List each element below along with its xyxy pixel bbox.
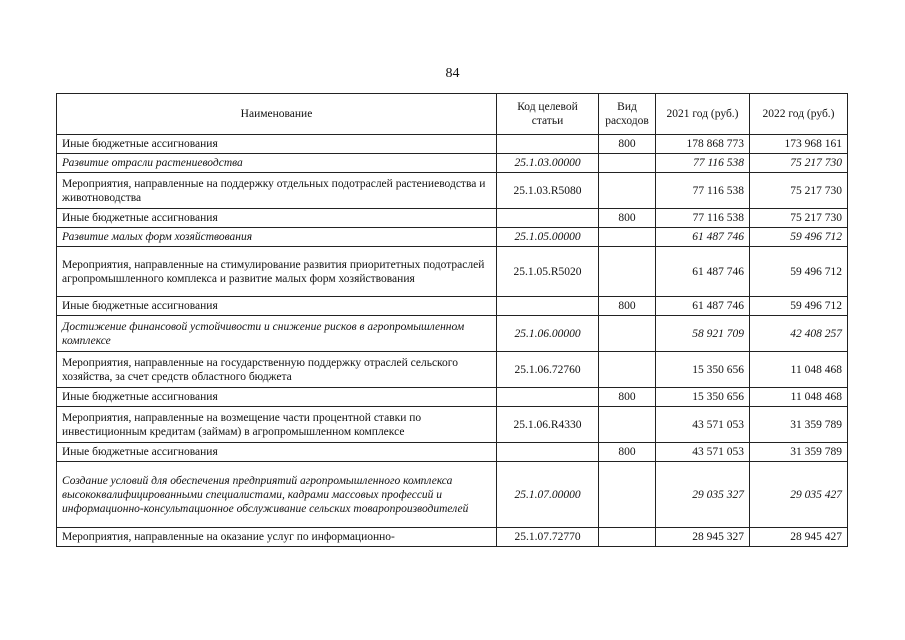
page-number: 84 xyxy=(445,66,460,81)
row-name-cell: Иные бюджетные ассигнования xyxy=(57,297,497,316)
row-code-cell: 25.1.07.72770 xyxy=(497,528,599,547)
row-name-cell: Иные бюджетные ассигнования xyxy=(57,135,497,154)
header-2022: 2022 год (руб.) xyxy=(750,94,848,135)
header-2021: 2021 год (руб.) xyxy=(656,94,750,135)
table-row xyxy=(57,528,848,547)
row-vid-cell: 800 xyxy=(599,443,656,462)
header-code: Код целевой статьи xyxy=(497,94,599,135)
row-code-cell: 25.1.06.72760 xyxy=(497,352,599,388)
row-vid-cell: 800 xyxy=(599,388,656,407)
table-row xyxy=(57,154,848,173)
row-vid-cell xyxy=(599,407,656,443)
row-2021-cell: 77 116 538 xyxy=(656,154,750,173)
row-code-cell: 25.1.07.00000 xyxy=(497,462,599,528)
row-code-cell: 25.1.05.00000 xyxy=(497,228,599,247)
row-vid-cell xyxy=(599,228,656,247)
table-row xyxy=(57,247,848,297)
row-2021-cell: 28 945 327 xyxy=(656,528,750,547)
row-2022-cell: 42 408 257 xyxy=(750,316,848,352)
header-vid: Вид расходов xyxy=(599,94,656,135)
row-2022-cell: 59 496 712 xyxy=(750,247,848,297)
row-2021-cell: 178 868 773 xyxy=(656,135,750,154)
row-name-cell: Иные бюджетные ассигнования xyxy=(57,209,497,228)
row-2022-cell: 59 496 712 xyxy=(750,228,848,247)
row-name-cell: Мероприятия, направленные на оказание услуг по информационно- xyxy=(57,528,497,547)
row-name-cell: Мероприятия, направленные на государственную поддержку отраслей сельского хозяйства, за счет средств областного бюджета xyxy=(57,352,497,388)
table-row xyxy=(57,462,848,528)
row-code-cell: 25.1.03.R5080 xyxy=(497,173,599,209)
row-2022-cell: 59 496 712 xyxy=(750,297,848,316)
row-code-cell xyxy=(497,388,599,407)
row-2021-cell: 61 487 746 xyxy=(656,297,750,316)
row-name-cell: Создание условий для обеспечения предприятий агропромышленного комплекса высококвалифицированными специалистами, кадрами массовых профессий и информационно-консультационное обслуживание сельских товаропроизводителей xyxy=(57,462,497,528)
row-2022-cell: 29 035 427 xyxy=(750,462,848,528)
row-name-cell: Иные бюджетные ассигнования xyxy=(57,443,497,462)
row-2022-cell: 75 217 730 xyxy=(750,209,848,228)
row-name-cell: Развитие малых форм хозяйствования xyxy=(57,228,497,247)
row-vid-cell: 800 xyxy=(599,209,656,228)
table-header-row xyxy=(57,94,848,135)
row-vid-cell: 800 xyxy=(599,135,656,154)
table-body xyxy=(57,135,848,547)
table-row xyxy=(57,352,848,388)
table-row xyxy=(57,443,848,462)
row-2021-cell: 15 350 656 xyxy=(656,352,750,388)
row-vid-cell: 800 xyxy=(599,297,656,316)
row-vid-cell xyxy=(599,173,656,209)
row-2021-cell: 61 487 746 xyxy=(656,247,750,297)
row-name-cell: Развитие отрасли растениеводства xyxy=(57,154,497,173)
row-code-cell xyxy=(497,297,599,316)
table-row xyxy=(57,209,848,228)
row-name-cell: Достижение финансовой устойчивости и снижение рисков в агропромышленном комплексе xyxy=(57,316,497,352)
row-code-cell: 25.1.06.00000 xyxy=(497,316,599,352)
row-code-cell xyxy=(497,135,599,154)
row-2021-cell: 61 487 746 xyxy=(656,228,750,247)
table-row xyxy=(57,173,848,209)
row-2022-cell: 75 217 730 xyxy=(750,173,848,209)
row-code-cell xyxy=(497,443,599,462)
row-2022-cell: 173 968 161 xyxy=(750,135,848,154)
row-2022-cell: 31 359 789 xyxy=(750,407,848,443)
row-2021-cell: 15 350 656 xyxy=(656,388,750,407)
row-code-cell: 25.1.05.R5020 xyxy=(497,247,599,297)
row-2021-cell: 43 571 053 xyxy=(656,407,750,443)
table-row xyxy=(57,135,848,154)
row-code-cell: 25.1.06.R4330 xyxy=(497,407,599,443)
row-name-cell: Мероприятия, направленные на поддержку отдельных подотраслей растениеводства и животноводства xyxy=(57,173,497,209)
row-vid-cell xyxy=(599,462,656,528)
table-row xyxy=(57,407,848,443)
row-2022-cell: 31 359 789 xyxy=(750,443,848,462)
row-2021-cell: 77 116 538 xyxy=(656,209,750,228)
header-name: Наименование xyxy=(57,94,497,135)
table-row xyxy=(57,388,848,407)
row-vid-cell xyxy=(599,247,656,297)
row-name-cell: Мероприятия, направленные на возмещение части процентной ставки по инвестиционным кредитам (займам) в агропромышленном комплексе xyxy=(57,407,497,443)
row-2022-cell: 28 945 427 xyxy=(750,528,848,547)
row-vid-cell xyxy=(599,528,656,547)
row-2022-cell: 75 217 730 xyxy=(750,154,848,173)
row-name-cell: Мероприятия, направленные на стимулирование развития приоритетных подотраслей агропромышленного комплекса и развитие малых форм хозяйствования xyxy=(57,247,497,297)
row-code-cell xyxy=(497,209,599,228)
row-2021-cell: 77 116 538 xyxy=(656,173,750,209)
row-2022-cell: 11 048 468 xyxy=(750,388,848,407)
row-vid-cell xyxy=(599,154,656,173)
row-vid-cell xyxy=(599,316,656,352)
row-2021-cell: 43 571 053 xyxy=(656,443,750,462)
row-2022-cell: 11 048 468 xyxy=(750,352,848,388)
table-row xyxy=(57,297,848,316)
row-vid-cell xyxy=(599,352,656,388)
row-2021-cell: 58 921 709 xyxy=(656,316,750,352)
budget-table xyxy=(56,93,848,547)
row-2021-cell: 29 035 327 xyxy=(656,462,750,528)
table-row xyxy=(57,316,848,352)
table-row xyxy=(57,228,848,247)
row-code-cell: 25.1.03.00000 xyxy=(497,154,599,173)
row-name-cell: Иные бюджетные ассигнования xyxy=(57,388,497,407)
